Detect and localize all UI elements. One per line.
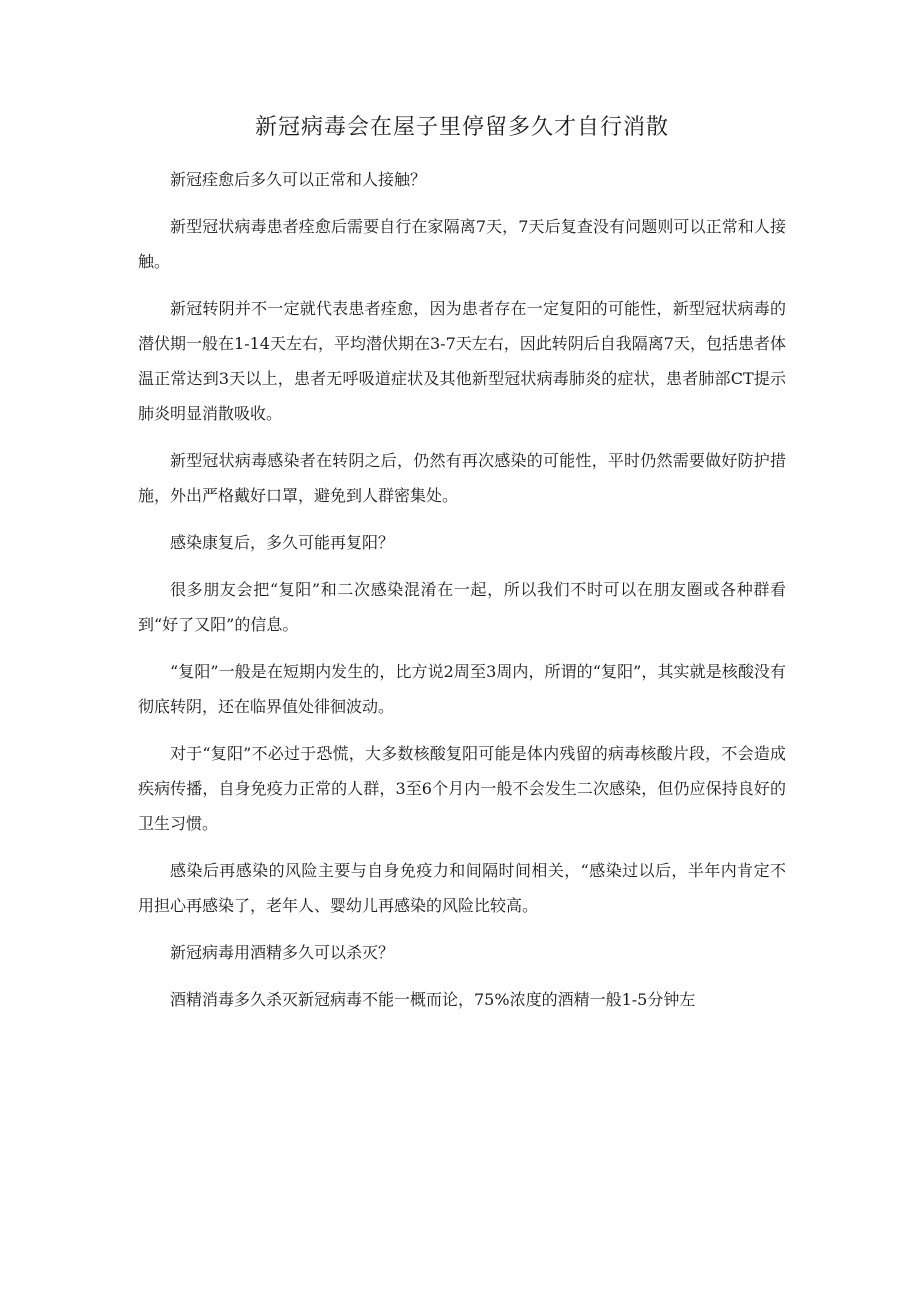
document-page bbox=[138, 112, 786, 1029]
paragraph-10: 新冠病毒用酒精多久可以杀灭？ bbox=[170, 943, 395, 962]
paragraph-5: 感染康复后，多久可能再复阳？ bbox=[170, 533, 395, 552]
paragraph-3: 新冠转阴并不一定就代表患者痊愈，因为患者存在一定复阳的可能性，新型冠状病毒的潜伏期一般在1-14天左右，平均潜伏期在3-7天左右，因此转阴后自我隔离7天，包括患者体温正常达到3天以上，患者无呼吸道症状及其他新型冠状病毒肺炎的症状，患者肺部CT提示肺炎明显消散吸收。 bbox=[138, 299, 786, 423]
paragraph-11: 酒精消毒多久杀灭新冠病毒不能一概而论，75%浓度的酒精一般1-5分钟左 bbox=[170, 990, 696, 1009]
paragraph-9: 感染后再感染的风险主要与自身免疫力和间隔时间相关，“感染过以后，半年内肯定不用担心再感染了，老年人、婴幼儿再感染的风险比较高。 bbox=[138, 861, 786, 915]
document-title: 新冠病毒会在屋子里停留多久才自行消散 bbox=[254, 115, 669, 140]
paragraph-2: 新型冠状病毒患者痊愈后需要自行在家隔离7天，7天后复查没有问题则可以正常和人接触。 bbox=[138, 217, 786, 271]
paragraph-6: 很多朋友会把“复阳”和二次感染混淆在一起，所以我们不时可以在朋友圈或各种群看到“好了又阳”的信息。 bbox=[138, 580, 786, 634]
paragraph-4: 新型冠状病毒感染者在转阴之后，仍然有再次感染的可能性，平时仍然需要做好防护措施，外出严格戴好口罩，避免到人群密集处。 bbox=[138, 451, 786, 505]
paragraph-7: “复阳”一般是在短期内发生的，比方说2周至3周内，所谓的“复阳”，其实就是核酸没有彻底转阴，还在临界值处徘徊波动。 bbox=[138, 662, 786, 716]
paragraph-8: 对于“复阳”不必过于恐慌，大多数核酸复阳可能是体内残留的病毒核酸片段，不会造成疾病传播，自身免疫力正常的人群，3至6个月内一般不会发生二次感染，但仍应保持良好的卫生习惯。 bbox=[138, 744, 786, 833]
paragraph-1: 新冠痊愈后多久可以正常和人接触？ bbox=[170, 170, 427, 189]
